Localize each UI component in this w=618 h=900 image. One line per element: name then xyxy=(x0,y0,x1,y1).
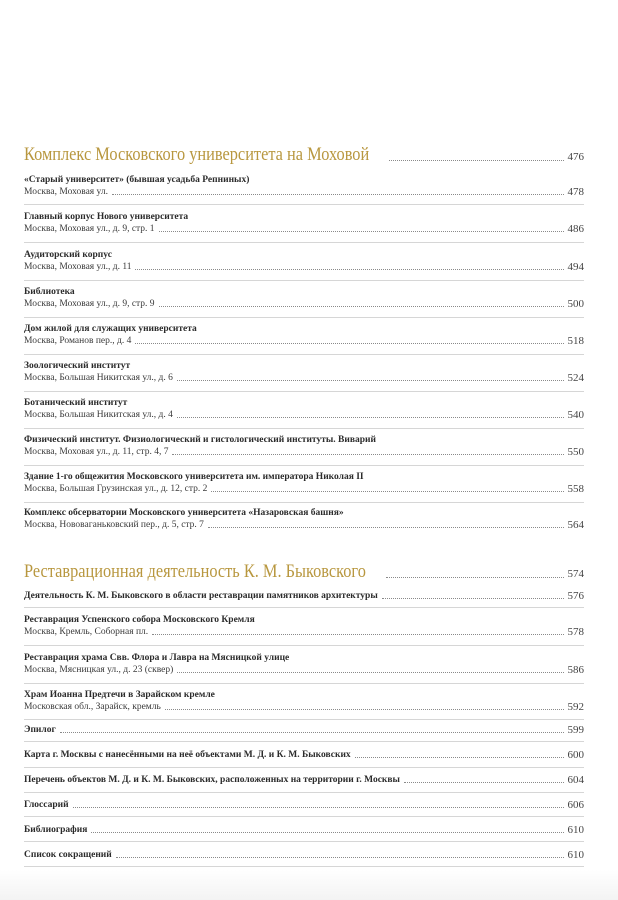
dot-leader xyxy=(177,416,564,418)
entry-title: Зоологический институт xyxy=(24,361,131,371)
toc-entry xyxy=(24,397,584,421)
divider xyxy=(24,816,584,817)
dot-leader xyxy=(91,831,563,833)
entry-page-number: 606 xyxy=(567,799,584,811)
divider xyxy=(24,280,584,281)
dot-leader xyxy=(135,268,563,270)
toc-entry xyxy=(24,652,584,676)
dot-leader xyxy=(135,342,563,344)
dot-leader xyxy=(389,159,563,161)
toc-entry xyxy=(24,689,584,713)
entry-page-number: 586 xyxy=(567,664,584,676)
toc-entry xyxy=(24,471,584,495)
dot-leader xyxy=(60,731,564,733)
entry-title: Комплекс обсерватории Московского университета «Назаровская башня» xyxy=(24,508,344,518)
dot-leader xyxy=(165,708,564,710)
toc-entry xyxy=(24,360,584,384)
entry-page-number: 550 xyxy=(567,446,584,458)
entry-title: Глоссарий xyxy=(24,800,69,810)
entry-page-number: 540 xyxy=(567,409,584,421)
section-page-number: 574 xyxy=(567,568,584,580)
entry-title: Ботанический институт xyxy=(24,398,128,408)
toc-entry xyxy=(24,323,584,347)
divider xyxy=(24,645,584,646)
section-heading-restoration xyxy=(24,562,584,581)
entry-page-number: 592 xyxy=(567,701,584,713)
divider xyxy=(24,428,584,429)
toc-entry xyxy=(24,211,584,235)
entry-page-number: 486 xyxy=(567,223,584,235)
divider xyxy=(24,866,584,867)
entry-address: Москва, Моховая ул., д. 11, стр. 4, 7 xyxy=(24,447,169,457)
section-title: Реставрационная деятельность К. М. Быковского xyxy=(24,561,366,582)
divider xyxy=(24,767,584,768)
entry-page-number: 604 xyxy=(567,774,584,786)
divider xyxy=(24,391,584,392)
dot-leader xyxy=(208,526,564,528)
divider xyxy=(24,354,584,355)
page-edge-shadow xyxy=(0,870,618,900)
entry-title: Реставрация Успенского собора Московского Кремля xyxy=(24,615,255,625)
entry-title: Перечень объектов М. Д. и К. М. Быковских, расположенных на территории г. Москвы xyxy=(24,775,400,785)
divider xyxy=(24,841,584,842)
toc-entry xyxy=(24,614,584,638)
dot-leader xyxy=(172,453,563,455)
entry-title: Библиография xyxy=(24,825,88,835)
entry-address: Москва, Нововаганьковский пер., д. 5, стр. 7 xyxy=(24,520,204,530)
entry-page-number: 599 xyxy=(567,724,584,736)
dot-leader xyxy=(73,806,564,808)
entry-address: Москва, Моховая ул., д. 11 xyxy=(24,262,132,272)
toc-entry-epilogue xyxy=(24,722,584,736)
divider xyxy=(24,741,584,742)
dot-leader xyxy=(177,671,563,673)
entry-title: Здание 1-го общежития Московского университета им. императора Николая II xyxy=(24,472,364,482)
toc-entry xyxy=(24,174,584,198)
toc-entry xyxy=(24,507,584,531)
dot-leader xyxy=(159,305,564,307)
entry-title: Физический институт. Физиологический и гистологический институты. Виварий xyxy=(24,435,376,445)
entry-page-number: 524 xyxy=(567,372,584,384)
entry-address: Москва, Моховая ул. xyxy=(24,187,108,197)
dot-leader xyxy=(112,193,564,195)
toc-entry-glossary xyxy=(24,797,584,811)
entry-address: Москва, Большая Никитская ул., д. 4 xyxy=(24,410,173,420)
toc-entry-abbreviations xyxy=(24,847,584,861)
divider xyxy=(24,792,584,793)
entry-page-number: 564 xyxy=(567,519,584,531)
entry-title: Список сокращений xyxy=(24,850,112,860)
dot-leader xyxy=(152,633,563,635)
dot-leader xyxy=(177,379,564,381)
entry-page-number: 576 xyxy=(567,590,584,602)
divider xyxy=(24,719,584,720)
divider xyxy=(24,465,584,466)
entry-title: Главный корпус Нового университета xyxy=(24,212,189,222)
dot-leader xyxy=(404,781,564,783)
dot-leader xyxy=(116,856,564,858)
dot-leader xyxy=(159,230,564,232)
dot-leader xyxy=(211,490,563,492)
entry-page-number: 558 xyxy=(567,483,584,495)
entry-title: Деятельность К. М. Быковского в области реставрации памятников архитектуры xyxy=(24,591,378,601)
entry-title: Библиотека xyxy=(24,287,75,297)
dot-leader xyxy=(382,597,564,599)
entry-address: Москва, Моховая ул., д. 9, стр. 9 xyxy=(24,299,155,309)
divider xyxy=(24,502,584,503)
entry-title: Дом жилой для служащих университета xyxy=(24,324,197,334)
dot-leader xyxy=(355,756,564,758)
entry-page-number: 500 xyxy=(567,298,584,310)
entry-address: Москва, Кремль, Соборная пл. xyxy=(24,627,149,637)
toc-entry xyxy=(24,286,584,310)
entry-address: Москва, Романов пер., д. 4 xyxy=(24,336,132,346)
section-page-number: 476 xyxy=(567,151,584,163)
toc-entry-list xyxy=(24,772,584,786)
entry-address: Москва, Мясницкая ул., д. 23 (сквер) xyxy=(24,665,174,675)
divider xyxy=(24,204,584,205)
toc-entry-bibliography xyxy=(24,822,584,836)
entry-page-number: 600 xyxy=(567,749,584,761)
entry-address: Москва, Большая Никитская ул., д. 6 xyxy=(24,373,173,383)
toc-entry xyxy=(24,434,584,458)
entry-title: Эпилог xyxy=(24,725,56,735)
entry-page-number: 578 xyxy=(567,626,584,638)
entry-address: Москва, Моховая ул., д. 9, стр. 1 xyxy=(24,224,155,234)
entry-title: Реставрация храма Свв. Флора и Лавра на Мясницкой улице xyxy=(24,653,290,663)
entry-address: Московская обл., Зарайск, кремль xyxy=(24,702,161,712)
entry-page-number: 494 xyxy=(567,261,584,273)
entry-title: «Старый университет» (бывшая усадьба Репниных) xyxy=(24,175,250,185)
entry-title: Карта г. Москвы с нанесёнными на неё объектами М. Д. и К. М. Быковских xyxy=(24,750,351,760)
toc-entry xyxy=(24,249,584,273)
divider xyxy=(24,317,584,318)
toc-entry-single xyxy=(24,588,584,602)
entry-title: Храм Иоанна Предтечи в Зарайском кремле xyxy=(24,690,215,700)
dot-leader xyxy=(386,576,564,578)
entry-page-number: 518 xyxy=(567,335,584,347)
toc-entry-map xyxy=(24,747,584,761)
entry-page-number: 610 xyxy=(567,824,584,836)
section-title: Комплекс Московского университета на Моховой xyxy=(24,144,370,165)
entry-page-number: 610 xyxy=(567,849,584,861)
section-heading-university xyxy=(24,145,584,164)
entry-page-number: 478 xyxy=(567,186,584,198)
entry-title: Аудиторский корпус xyxy=(24,250,112,260)
divider xyxy=(24,607,584,608)
divider xyxy=(24,683,584,684)
divider xyxy=(24,242,584,243)
entry-address: Москва, Большая Грузинская ул., д. 12, стр. 2 xyxy=(24,484,208,494)
